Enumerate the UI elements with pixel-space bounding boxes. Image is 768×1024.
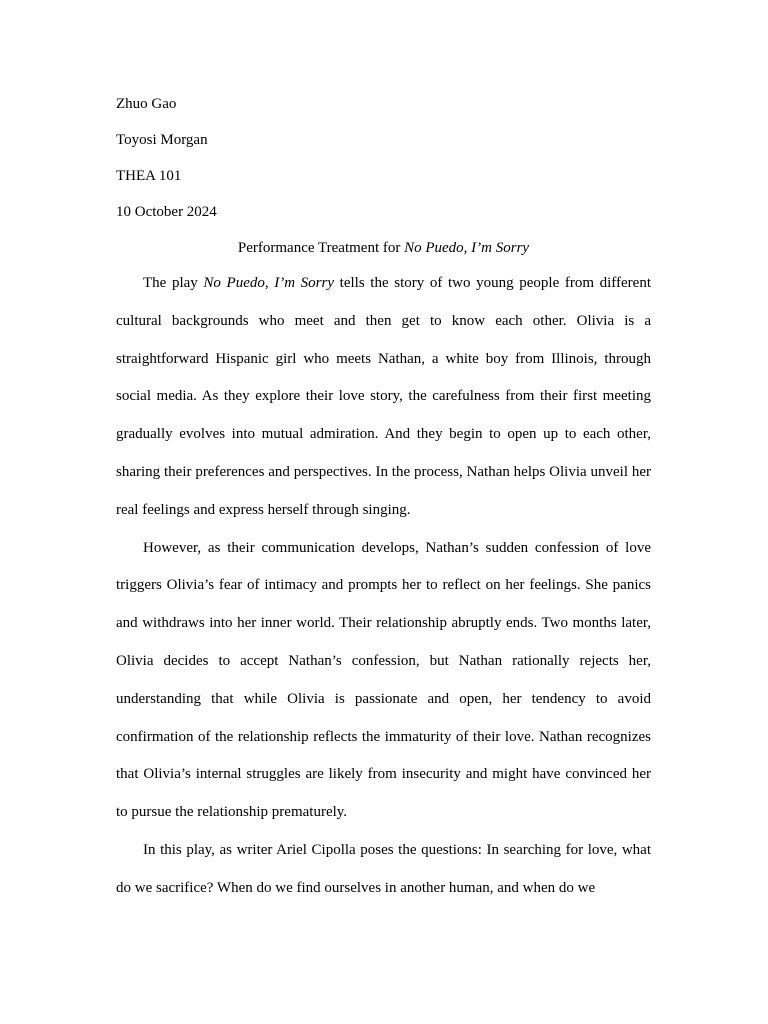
paragraph-1-lead: The play <box>143 275 204 291</box>
course-code: THEA 101 <box>116 168 182 184</box>
title-prefix: Performance Treatment for <box>237 240 405 256</box>
paragraph-1-body: tells the story of two young people from different cultural backgrounds who meet and then get to know each other. Olivia is a straightforward Hispanic girl who meets Nathan, a white boy from Illinois, through social media. As they explore their love story, the carefulness from their first meeting gradually evolves into mutual admiration. And they begin to open up to each other, sharing their preferences and perspectives. In the process, Nathan helps Olivia unveil her real feelings and express herself through singing. <box>116 275 651 518</box>
paragraph-1 <box>116 265 651 530</box>
instructor-name: Toyosi Morgan <box>116 132 208 148</box>
title-play-name: No Puedo, I’m Sorry <box>404 240 530 256</box>
document-page <box>116 94 651 917</box>
paragraph-1-play-name: No Puedo, I’m Sorry <box>203 275 335 291</box>
paragraph-2: However, as their communication develops, Nathan’s sudden confession of love triggers Olivia’s fear of intimacy and prompts her to reflect on her feelings. She panics and withdraws into her inner world. Their relationship abruptly ends. Two months later, Olivia decides to accept Nathan’s confession, but Nathan rationally rejects her, understanding that while Olivia is passionate and open, her tendency to avoid confirmation of the relationship reflects the immaturity of their love. Nathan recognizes that Olivia’s internal struggles are likely from insecurity and might have convinced her to pursue the relationship prematurely. <box>116 539 651 821</box>
document-date: 10 October 2024 <box>116 204 217 220</box>
student-name: Zhuo Gao <box>116 96 177 112</box>
paragraph-3: In this play, as writer Ariel Cipolla poses the questions: In searching for love, what do we sacrifice? When do we find ourselves in another human, and when do we <box>116 841 651 896</box>
